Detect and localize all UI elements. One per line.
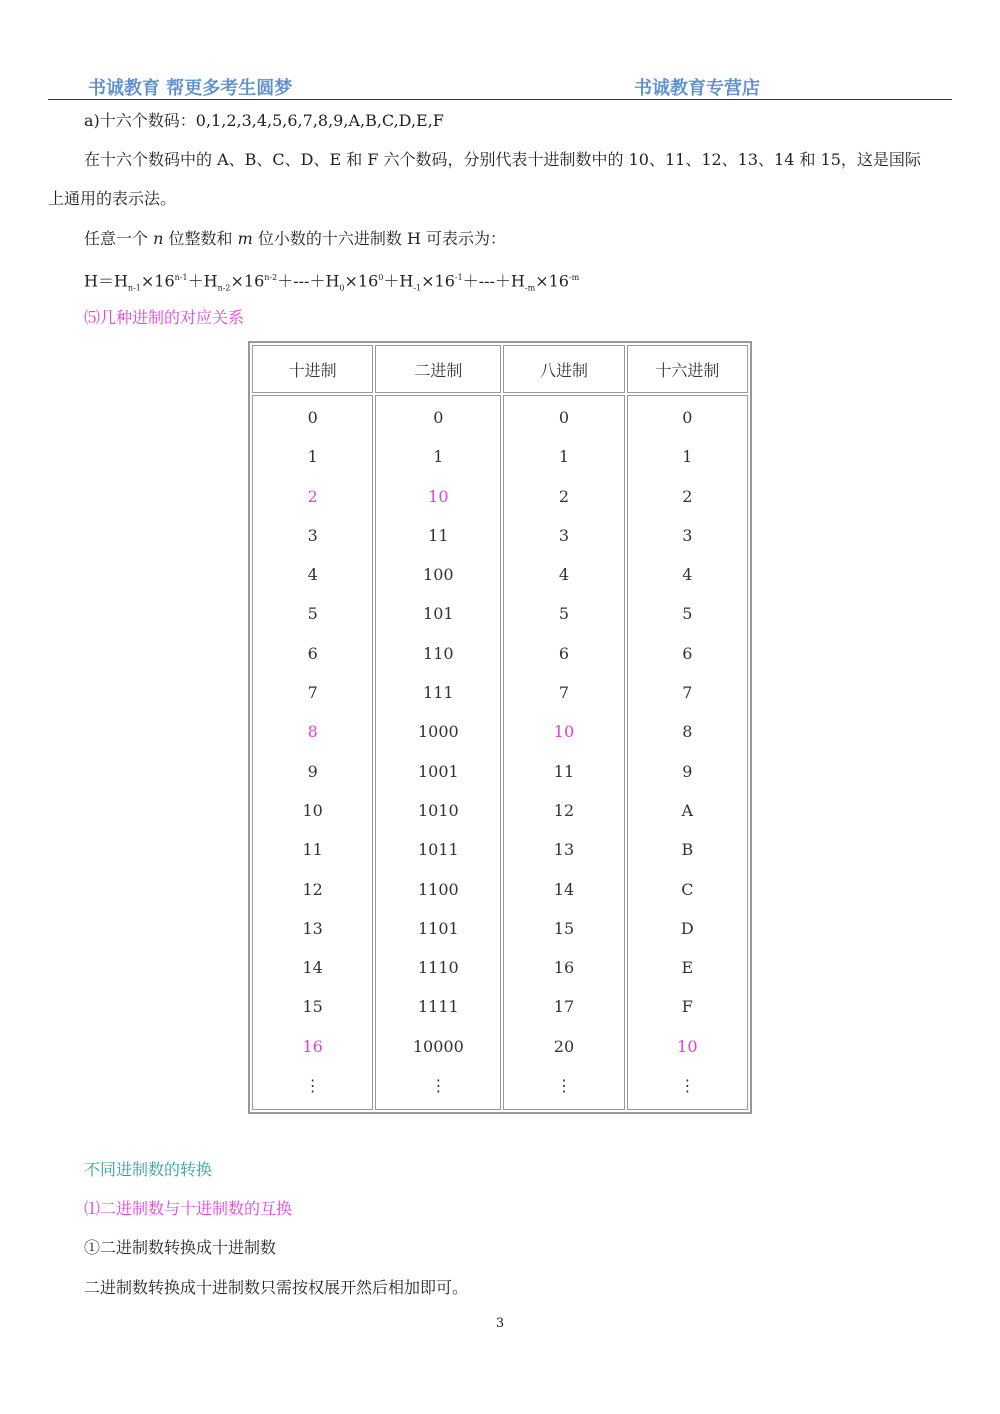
table-cell: 1101	[417, 918, 459, 938]
table-cell: ⋮	[304, 1076, 321, 1096]
column-header-hex: 十六进制	[627, 345, 748, 393]
table-cell: 1	[433, 447, 444, 467]
table-cell: F	[681, 997, 693, 1017]
table-cell: 13	[553, 840, 575, 860]
page-number: 3	[495, 1316, 505, 1331]
subsection-binary-to-decimal: ①二进制数转换成十进制数	[84, 1238, 277, 1257]
table-cell: ⋮	[430, 1076, 447, 1096]
column-hex	[627, 395, 748, 1110]
table-cell: 6	[682, 643, 693, 663]
table-cell: 14	[553, 879, 575, 899]
table-cell: 11	[302, 840, 323, 860]
table-header-row	[252, 345, 748, 393]
table-cell: A	[681, 800, 694, 820]
table-cell: 1010	[417, 800, 459, 820]
table-cell: B	[681, 840, 694, 860]
table-cell: 10	[302, 800, 323, 820]
table-cell: C	[681, 879, 694, 899]
table-cell: 13	[302, 918, 323, 938]
table-cell: 10	[677, 1036, 698, 1056]
table-cell: 1110	[417, 958, 459, 978]
column-header-octal: 八进制	[503, 345, 624, 393]
table-cell: 7	[682, 683, 693, 703]
table-cell: 2	[558, 486, 570, 506]
table-cell: 110	[423, 643, 454, 663]
table-cell: 100	[423, 565, 454, 585]
paragraph-hex-representation: 任意一个 n 位整数和 m 位小数的十六进制数 H 可表示为：	[84, 229, 506, 248]
table-cell: 111	[423, 683, 454, 703]
paragraph-binary-to-decimal: 二进制数转换成十进制数只需按权展开然后相加即可。	[84, 1278, 469, 1297]
table-cell: 2	[682, 486, 693, 506]
column-header-binary: 二进制	[375, 345, 501, 393]
table-cell: 9	[307, 761, 318, 781]
paragraph-hex-digits: a)十六个数码：0,1,2,3,4,5,6,7,8,9,A,B,C,D,E,F	[84, 111, 444, 130]
paragraph-hex-letters-1: 在十六个数码中的 A、B、C、D、E 和 F 六个数码，分别代表十进制数中的 10、11、12、13、14 和 15，这是国际	[84, 150, 921, 169]
table-cell: 6	[558, 643, 570, 663]
table-cell: 0	[558, 408, 570, 427]
table-cell: 4	[558, 565, 570, 585]
table-cell: 9	[682, 761, 693, 781]
column-decimal	[252, 395, 373, 1110]
table-cell: 10	[553, 722, 575, 742]
header-divider	[48, 99, 952, 100]
table-cell: 3	[307, 525, 318, 545]
table-cell: 0	[307, 408, 318, 427]
table-cell: E	[681, 958, 694, 978]
table-cell: 15	[302, 997, 323, 1017]
header-right-title: 书诚教育专营店	[634, 78, 760, 99]
table-cell: ⋮	[555, 1076, 572, 1096]
table-cell: 8	[682, 722, 693, 742]
paragraph-hex-letters-2: 上通用的表示法。	[48, 189, 177, 208]
table-cell: 14	[302, 958, 323, 978]
section-title-conversion: 不同进制数的转换	[84, 1160, 213, 1179]
table-cell: 6	[307, 643, 318, 663]
table-cell: 16	[553, 958, 575, 978]
table-cell: 10	[428, 486, 449, 506]
table-cell: 3	[558, 525, 570, 545]
table-cell: 101	[423, 604, 454, 624]
table-cell: 0	[682, 408, 693, 427]
subsection-binary-decimal: ⑴二进制数与十进制数的互换	[84, 1199, 293, 1218]
table-cell: 8	[307, 722, 318, 742]
table-cell: 1000	[417, 722, 459, 742]
table-cell: 1001	[417, 761, 459, 781]
column-binary	[375, 395, 501, 1110]
table-cell: 1111	[417, 997, 459, 1017]
table-cell: 16	[302, 1036, 323, 1056]
column-header-decimal: 十进制	[252, 345, 373, 393]
header-left-title: 书诚教育 帮更多考生圆梦	[88, 78, 293, 99]
table-cell: 1	[307, 447, 318, 467]
table-cell: 11	[428, 525, 449, 545]
table-cell: 1	[558, 447, 570, 467]
table-body-row	[252, 395, 748, 1110]
table-cell: D	[680, 918, 694, 938]
table-cell: 12	[553, 800, 575, 820]
table-cell: 1	[682, 447, 693, 467]
table-cell: 2	[307, 486, 318, 506]
table-cell: 0	[433, 408, 444, 427]
table-cell: 5	[558, 604, 570, 624]
section-title-radix-correspondence: ⑸几种进制的对应关系	[84, 308, 245, 327]
table-cell: 17	[553, 997, 575, 1017]
table-cell: 5	[307, 604, 318, 624]
table-cell: 11	[553, 761, 575, 781]
table-cell: 12	[302, 879, 323, 899]
table-cell: 4	[307, 565, 318, 585]
table-cell: 10000	[412, 1036, 464, 1056]
table-cell: 5	[682, 604, 693, 624]
column-octal	[503, 395, 624, 1110]
hex-expansion-formula: $H=H_{n-1}\times 16^{n-1}+H_{n-2}\times 16^{n-2}+---+H_0\times 16^0+H_{-1}\times 16^{-1}+---+H_{-m}\times 16^{-m}$	[84, 271, 580, 293]
table-cell: 15	[553, 918, 575, 938]
table-cell: ⋮	[679, 1076, 696, 1096]
table-cell: 4	[682, 565, 693, 585]
table-cell: 20	[553, 1036, 575, 1056]
table-cell: 7	[558, 683, 570, 703]
radix-correspondence-table	[248, 341, 752, 1114]
table-cell: 1100	[417, 879, 459, 899]
table-cell: 1011	[417, 840, 459, 860]
table-cell: 3	[682, 525, 693, 545]
table-cell: 7	[307, 683, 318, 703]
